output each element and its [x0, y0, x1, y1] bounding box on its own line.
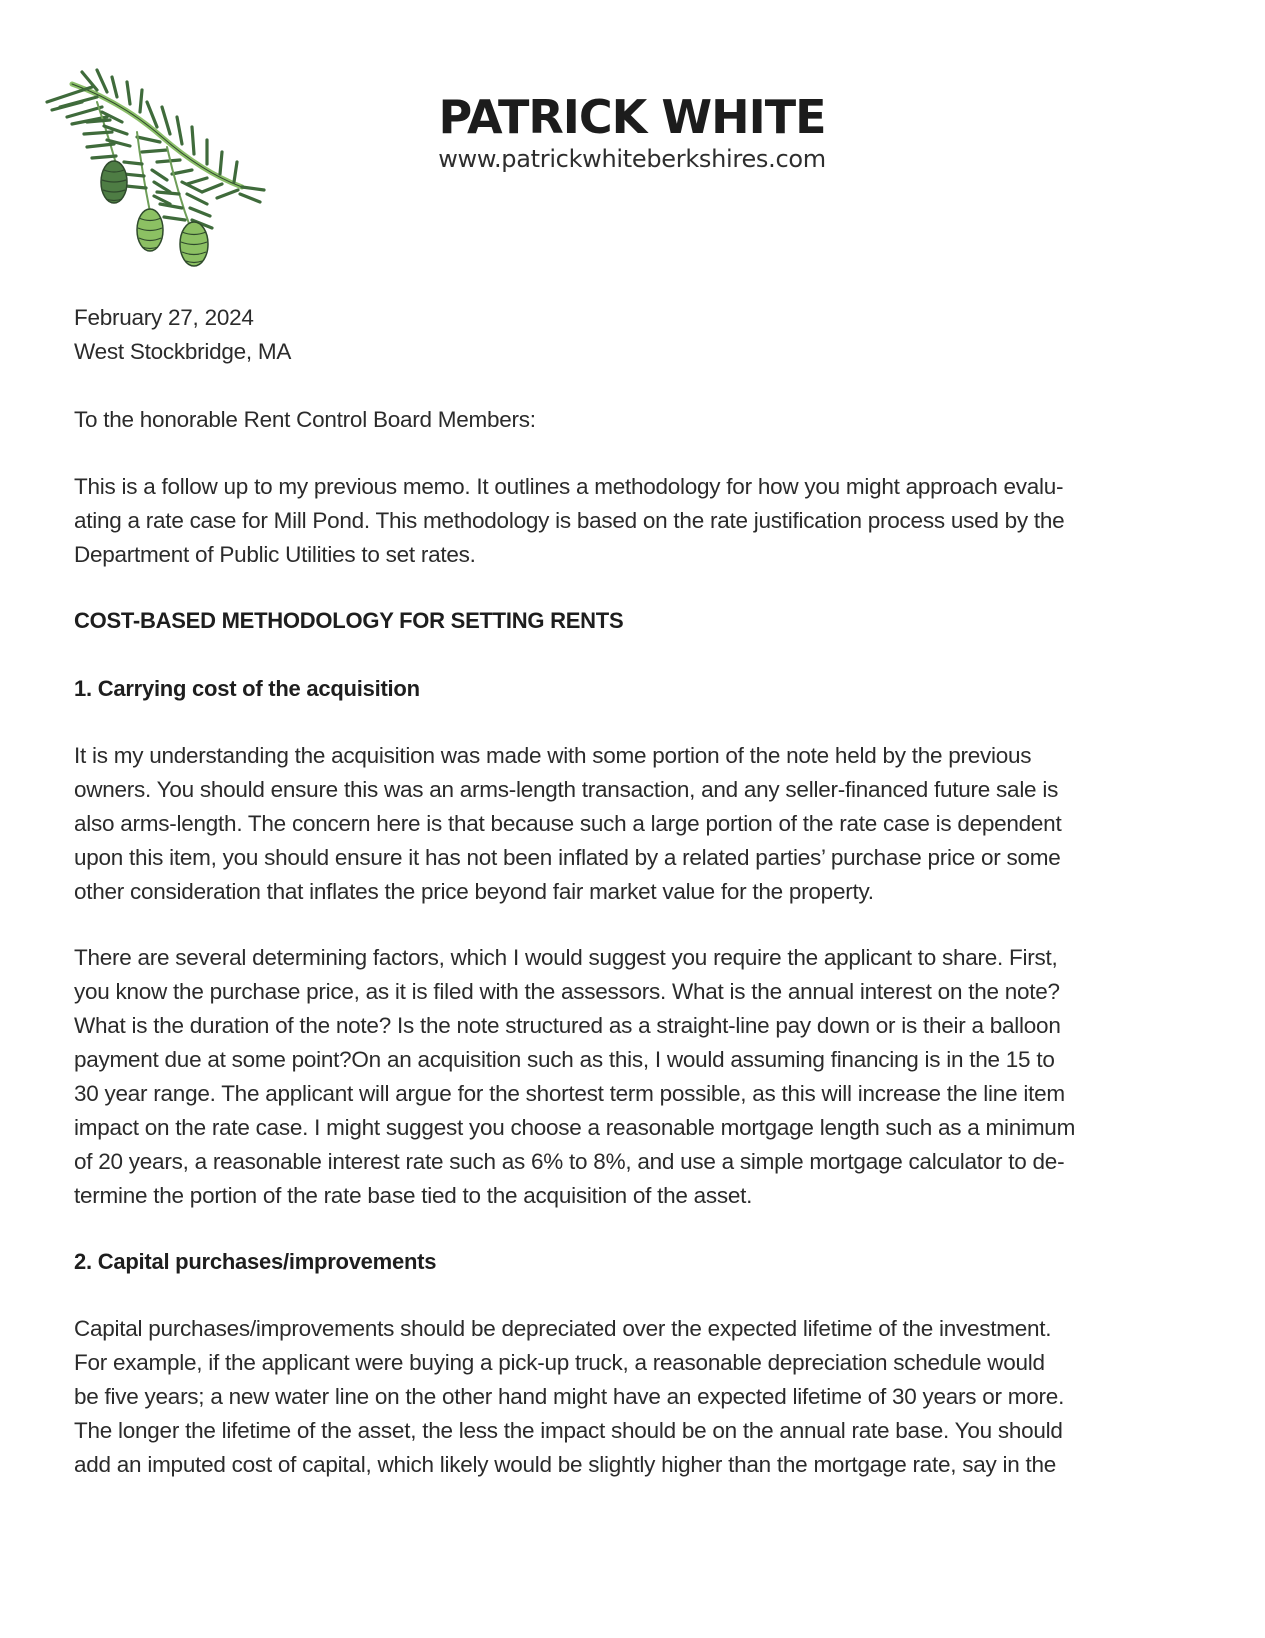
letterhead	[412, 90, 852, 174]
section-heading-1: 1. Carrying cost of the acquisition	[74, 676, 420, 701]
paragraph-line: of 20 years, a reasonable interest rate such as 6% to 8%, and use a simple mortgage calculator to de-	[74, 1149, 1065, 1174]
paragraph-line: you know the purchase price, as it is filed with the assessors. What is the annual interest on the note?	[74, 979, 1060, 1004]
intro-line: ating a rate case for Mill Pond. This methodology is based on the rate justification process used by the	[74, 508, 1065, 533]
section-heading-2: 2. Capital purchases/improvements	[74, 1249, 437, 1274]
hemlock-branch-logo-icon	[42, 62, 272, 277]
paragraph-line: What is the duration of the note? Is the note structured as a straight-line pay down or is their a balloon	[74, 1013, 1061, 1038]
paragraph-line: owners. You should ensure this was an arms-length transaction, and any seller-financed future sale is	[74, 777, 1059, 802]
paragraph-line: upon this item, you should ensure it has not been inflated by a related parties’ purchase price or some	[74, 845, 1061, 870]
paragraph-line: It is my understanding the acquisition was made with some portion of the note held by the previous	[74, 743, 1032, 768]
paragraph-line: termine the portion of the rate base tied to the acquisition of the asset.	[74, 1183, 753, 1208]
paragraph-line: There are several determining factors, which I would suggest you require the applicant to share. First,	[74, 945, 1058, 970]
paragraph-line: also arms-length. The concern here is that because such a large portion of the rate case is dependent	[74, 811, 1062, 836]
letter-date: February 27, 2024	[74, 305, 254, 330]
paragraph-line: Capital purchases/improvements should be depreciated over the expected lifetime of the investment.	[74, 1316, 1052, 1341]
salutation: To the honorable Rent Control Board Members:	[74, 407, 536, 432]
paragraph-line: add an imputed cost of capital, which likely would be slightly higher than the mortgage rate, say in the	[74, 1452, 1057, 1477]
intro-line: This is a follow up to my previous memo. It outlines a methodology for how you might approach evalu-	[74, 474, 1064, 499]
main-heading: COST-BASED METHODOLOGY FOR SETTING RENTS	[74, 608, 624, 633]
paragraph-line: The longer the lifetime of the asset, the less the impact should be on the annual rate base. You should	[74, 1418, 1063, 1443]
paragraph-line: For example, if the applicant were buying a pick-up truck, a reasonable depreciation schedule would	[74, 1350, 1045, 1375]
paragraph-line: 30 year range. The applicant will argue for the shortest term possible, as this will increase the line item	[74, 1081, 1065, 1106]
author-name: PATRICK WHITE	[438, 90, 826, 144]
intro-line: Department of Public Utilities to set rates.	[74, 542, 476, 567]
paragraph-line: impact on the rate case. I might suggest you choose a reasonable mortgage length such as a minimum	[74, 1115, 1076, 1140]
paragraph-line: other consideration that inflates the price beyond fair market value for the property.	[74, 879, 874, 904]
paragraph-line: payment due at some point?On an acquisition such as this, I would assuming financing is in the 15 to	[74, 1047, 1055, 1072]
website-link[interactable]: www.patrickwhiteberkshires.com	[438, 145, 826, 173]
letter-location: West Stockbridge, MA	[74, 339, 292, 364]
paragraph-line: be five years; a new water line on the other hand might have an expected lifetime of 30 years or more.	[74, 1384, 1065, 1409]
